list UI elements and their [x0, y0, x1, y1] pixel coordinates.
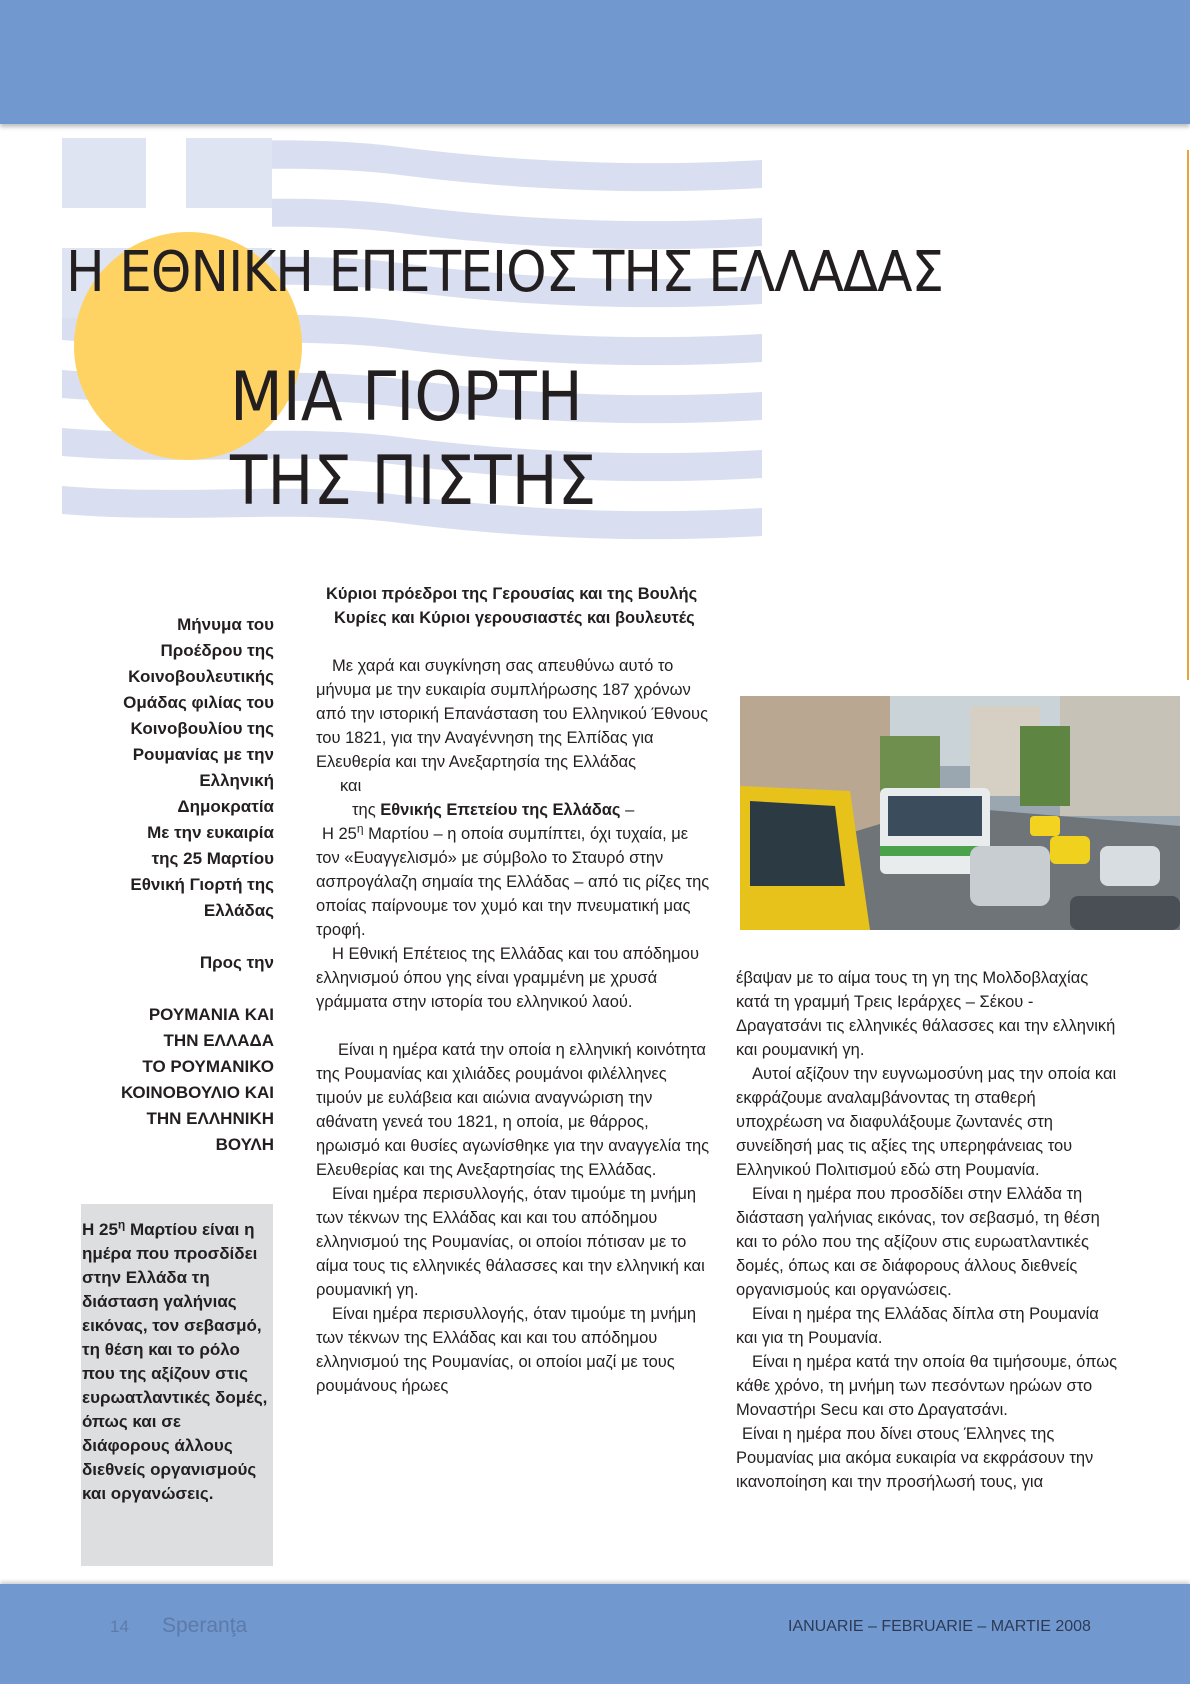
- sidebar-dest-line: ΤΗΝ ΕΛΛΑΔΑ: [163, 1031, 274, 1050]
- paragraph: Η Εθνική Επέτειος της Ελλάδας και του απόδημου ελληνισμού όπου γης είναι γραμμένη με χρυσά γράμματα στην ιστορία του ελληνικού λαού.: [316, 945, 699, 1011]
- sidebar-line: Κοινοβουλίου της: [130, 719, 274, 738]
- paragraph: Είναι ημέρα περισυλλογής, όταν τιμούμε τη μνήμη των τέκνων της Ελλάδας και και του απόδημου ελληνισμού της Ρουμανίας, οι οποίοι μαζί με τους ρουμάνους ήρωες: [316, 1305, 697, 1395]
- paragraph: Είναι ημέρα περισυλλογής, όταν τιμούμε τη μνήμη των τέκνων της Ελλάδας και και του απόδημου ελληνισμού της Ρουμανίας, οι οποίοι πότισαν με το αίμα τους τις ελληνικές θάλασσες και την ελληνική και ρουμανική γη.: [316, 1185, 705, 1299]
- page-edge-line: [1187, 150, 1189, 680]
- sidebar-line: Με την ευκαιρία: [147, 823, 274, 842]
- paragraph: Αυτοί αξίζουν την ευγνωμοσύνη μας την οποία και εκφράζουμε αναλαμβάνοντας τη σταθερή υποχρέωση να διαφυλάξουμε ζωντανές στη συνείδησή μας τις αξίες της υπερηφάνειας του Ελληνικού Πολιτισμού εδώ στη Ρουμανία.: [736, 1065, 1117, 1179]
- paragraph: Είναι η ημέρα της Ελλάδας δίπλα στη Ρουμανία και για τη Ρουμανία.: [736, 1305, 1099, 1347]
- sidebar-line: Μήνυμα του: [177, 615, 274, 634]
- subtitle-line-1: ΜΙΑ ΓΙΟΡΤΗ: [230, 358, 583, 437]
- paragraph: Με χαρά και συγκίνηση σας απευθύνω αυτό το μήνυμα με την ευκαιρία συμπλήρωσης 187 χρόνων από την ιστορική Επανάσταση του Ελληνικού Έθνους του 1821, για την Αναγέννηση της Ελπίδας για Ελευθερία και την Ανεξαρτησία της Ελλάδας: [316, 657, 709, 771]
- pull-quote-text: Η $25^\eta$ Μαρτίου είναι η ημέρα που προσδίδει στην Ελλάδα τη διάσταση γαλήνιας εικόνας, τον σεβασμό, τη θέση και το ρόλο που της αξίζουν στις ευρωατλαντικές δομές, όπως και σε διάφορους άλλους διεθνείς οργανισμούς και οργανώσεις.: [82, 1217, 268, 1503]
- paragraph: Είναι η ημέρα που προσδίδει στην Ελλάδα τη διάσταση γαλήνιας εικόνας, τον σεβασμό, τη θέση και το ρόλο που της αξίζουν στις ευρωατλαντικές δομές, όπως και σε διάφορους άλλους διεθνείς οργανισμούς και οργανώσεις.: [736, 1185, 1100, 1299]
- sidebar-line: Δημοκρατία: [177, 797, 274, 816]
- sidebar-line: Ελλάδας: [203, 901, 274, 920]
- subtitle-line-2: ΤΗΣ ΠΙΣΤΗΣ: [230, 442, 597, 521]
- sidebar-line: Ρουμανίας με την: [132, 745, 274, 764]
- sidebar-line: Εθνική Γιορτή της: [130, 875, 274, 894]
- greeting-2: Κυρίες και Κύριοι γερουσιαστές και βουλευτές: [334, 609, 695, 627]
- article-column-1: [316, 582, 711, 1398]
- sidebar-dest-line: ΚΟΙΝΟΒΟΥΛΙΟ ΚΑΙ: [120, 1083, 274, 1102]
- sidebar-to: Προς την: [199, 953, 274, 972]
- paragraph: Είναι η ημέρα κατά την οποία η ελληνική κοινότητα της Ρουμανίας και χιλιάδες ρουμάνοι φιλέλληνες τιμούν με ευλάβεια και αιώνια αναγνώριση την αθάνατη γενεά του 1821, η οποία, με θάρρος, ηρωισμό και θυσίες αγωνίσθηκε για την αναγγελία της Ελευθερίας και της Ανεξαρτησίας της Ελλάδας.: [316, 1041, 710, 1179]
- sidebar-dest-line: ΡΟΥΜΑΝΙΑ ΚΑΙ: [148, 1005, 274, 1024]
- paragraph: Είναι η ημέρα κατά την οποία θα τιμήσουμε, όπως κάθε χρόνο, τη μνήμη των πεσόντων ηρώων στο Μοναστήρι Secu και στο Δραγατσάνι.: [736, 1353, 1118, 1419]
- page-title: Η ΕΘΝΙΚΗ ΕΠΕΤΕΙΟΣ ΤΗΣ ΕΛΛΑΔΑΣ: [66, 240, 944, 305]
- sidebar-dest-line: ΤΟ ΡΟΥΜΑΝΙΚΟ: [142, 1057, 274, 1076]
- sidebar-line: Προέδρου της: [160, 641, 274, 660]
- article-column-2: [736, 966, 1121, 1494]
- sidebar-line: Ομάδας φιλίας του: [123, 693, 274, 712]
- issue-date: IANUARIE – FEBRUARIE – MARTIE 2008: [788, 1618, 1091, 1635]
- sidebar-message: [84, 612, 274, 1158]
- paragraph: Είναι η ημέρα που δίνει στους Έλληνες της Ρουμανίας μια ακόμα ευκαιρία να εκφράσουν την ικανοποίηση και την προσήλωσή τους, για: [736, 1425, 1094, 1491]
- paragraph: έβαψαν με το αίμα τους τη γη της Μολδοβλαχίας κατά τη γραμμή Τρεις Ιεράρχες – Σέκου - Δραγατσάνι τις ελληνικές θάλασσες και την ελληνική και ρουμανική γη.: [736, 969, 1116, 1059]
- sidebar-dest-line: ΤΗΝ ΕΛΛΗΝΙΚΗ: [146, 1109, 274, 1128]
- street-photo: [740, 696, 1180, 930]
- page-subtitle: [230, 356, 637, 524]
- magazine-name: Speranţa: [162, 1614, 248, 1637]
- header-band: [0, 0, 1190, 124]
- paragraph-kai: και: [340, 777, 362, 795]
- paragraph: Η $25^\eta$ Μαρτίου – η οποία συμπίπτει, όχι τυχαία, με τον «Ευαγγελισμό» με σύμβολο το Σταυρό στην ασπρογάλαζη σημαία της Ελλάδας – από τις ρίζες της οποίας παίρνουμε τον χυμό και την πνευματική μας τροφή.: [316, 821, 710, 939]
- page-number: 14: [110, 1617, 129, 1636]
- sidebar-line: Ελληνική: [199, 771, 274, 790]
- paragraph: της Εθνικής Επετείου της Ελλάδας –: [352, 801, 635, 819]
- sidebar-line: της 25 Μαρτίου: [151, 849, 274, 868]
- sidebar-dest-line: ΒΟΥΛΗ: [215, 1135, 274, 1154]
- sidebar-line: Κοινοβουλευτικής: [128, 667, 274, 686]
- greeting-1: Κύριοι πρόεδροι της Γερουσίας και της Βουλής: [326, 585, 698, 603]
